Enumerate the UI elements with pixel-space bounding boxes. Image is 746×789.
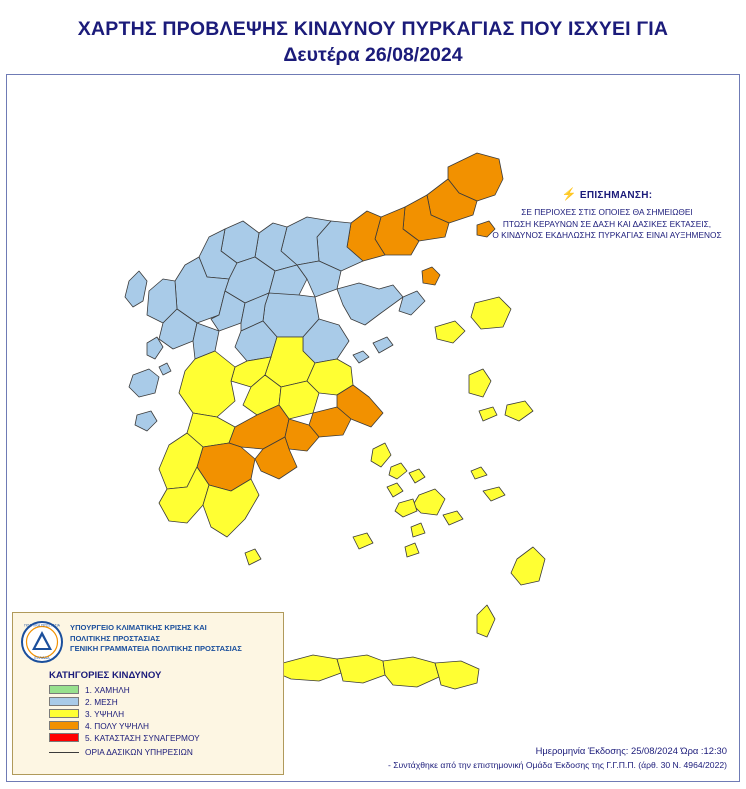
note-line-2: ΠΤΩΣΗ ΚΕΡΑΥΝΩΝ ΣΕ ΔΑΣΗ ΚΑΙ ΔΑΣΙΚΕΣ ΕΚΤΑΣΕΙΣ,	[502, 218, 712, 229]
region-mykonos	[409, 469, 425, 483]
legend-item-boundary	[49, 746, 283, 758]
note-block	[487, 187, 727, 242]
region-kythira	[245, 549, 261, 565]
region-tinos	[389, 463, 407, 479]
issue-datetime: Ημερομηνία Έκδοσης: 25/08/2024 Ώρα :12:30	[535, 745, 727, 756]
note-line-1: ΣΕ ΠΕΡΙΟΧΕΣ ΣΤΙΣ ΟΠΟΙΕΣ ΘΑ ΣΗΜΕΙΩΘΕΙ	[521, 207, 693, 217]
region-rodos	[511, 547, 545, 585]
svg-text:ΠΟΛΙΤΙΚΗ ΠΡΟΣΤΑΣΙΑ: ΠΟΛΙΤΙΚΗ ΠΡΟΣΤΑΣΙΑ	[24, 623, 60, 628]
legend-label-very-high: 4. ΠΟΛΥ ΥΨΗΛΗ	[85, 720, 149, 731]
legend-swatch-alert	[49, 733, 79, 742]
note-heading-row	[487, 187, 727, 201]
map-frame[interactable]	[6, 74, 740, 782]
region-lasithi	[435, 661, 479, 689]
region-rethymno	[337, 655, 385, 683]
region-athos	[399, 291, 425, 315]
region-zakynthos	[135, 411, 157, 431]
region-milos	[353, 533, 373, 549]
region-chania	[277, 655, 341, 681]
region-kerkyra	[125, 271, 147, 307]
region-syros	[387, 483, 403, 497]
note-line-3: Ο ΚΙΝΔΥΝΟΣ ΕΚΔΗΛΩΣΗΣ ΠΥΡΚΑΓΙΑΣ ΕΙΝΑΙ ΑΥΞΗΜΕΝΟΣ	[492, 230, 722, 240]
ministry-line-2: ΠΟΛΙΤΙΚΗΣ ΠΡΟΣΤΑΣΙΑΣ	[70, 633, 161, 643]
legend-item-very-high	[49, 720, 283, 731]
page-title	[0, 16, 746, 68]
region-amorgos	[443, 511, 463, 525]
region-skiathos	[353, 351, 369, 363]
legend-item-high	[49, 708, 283, 719]
note-heading: ΕΠΙΣΗΜΑΝΣΗ:	[579, 190, 653, 201]
region-lesvos	[471, 297, 511, 329]
region-aitoloakarnania	[179, 351, 235, 417]
region-samos	[505, 401, 533, 421]
legend-swatch-very-high	[49, 721, 79, 730]
legend-label-medium: 2. ΜΕΣΗ	[85, 696, 118, 707]
legend-title: ΚΑΤΗΓΟΡΙΕΣ ΚΙΝΔΥΝΟΥ	[49, 670, 162, 681]
region-ios	[411, 523, 425, 537]
region-santorini	[405, 543, 419, 557]
region-chios	[469, 369, 491, 397]
ministry-line-3: ΓΕΝΙΚΗ ΓΡΑΜΜΑΤΕΙΑ ΠΟΛΙΤΙΚΗΣ ΠΡΟΣΤΑΣΙΑΣ	[70, 644, 242, 653]
page-title-line1: ΧΑΡΤΗΣ ΠΡΟΒΛΕΨΗΣ ΚΙΝΔΥΝΟΥ ΠΥΡΚΑΓΙΑΣ ΠΟΥ ΙΣΧΥΕΙ ΓΙΑ	[77, 18, 669, 40]
region-ithaki	[159, 363, 171, 375]
legend-swatch-boundary	[49, 752, 79, 753]
legend-label-boundary: ΟΡΙΑ ΔΑΣΙΚΩΝ ΥΠΗΡΕΣΙΩΝ	[85, 747, 193, 757]
legend-box	[12, 612, 284, 775]
civil-protection-emblem-icon	[19, 620, 65, 664]
credits-block	[388, 743, 727, 773]
region-kos	[483, 487, 505, 501]
ministry-line-1: ΥΠΟΥΡΓΕΙΟ ΚΛΙΜΑΤΙΚΗΣ ΚΡΙΣΗΣ ΚΑΙ	[70, 623, 207, 632]
region-thasos	[422, 267, 440, 285]
region-paros	[395, 499, 417, 517]
legend-label-low: 1. ΧΑΜΗΛΗ	[85, 684, 130, 695]
region-andros	[371, 443, 391, 467]
legend-label-alert: 5. ΚΑΤΑΣΤΑΣΗ ΣΥΝΑΓΕΡΜΟΥ	[85, 732, 200, 743]
region-karpathos	[477, 605, 495, 637]
legend-item-low	[49, 684, 283, 695]
region-naxos	[413, 489, 445, 515]
lightning-bolt-icon: ⚡	[561, 187, 577, 201]
legend-item-alert	[49, 732, 283, 743]
region-ikaria	[479, 407, 497, 421]
region-limnos	[435, 321, 465, 343]
legend-item-medium	[49, 696, 283, 707]
region-chalkidiki	[337, 283, 403, 325]
legend-swatch-low	[49, 685, 79, 694]
region-kalymnos	[471, 467, 487, 479]
legend-header	[13, 613, 283, 664]
region-skopelos	[373, 337, 393, 353]
authoring-note: - Συντάχθηκε από την επιστημονική Ομάδα Έκδοσης της Γ.Γ.Π.Π. (άρθ. 30 Ν. 4964/2022)	[387, 760, 727, 770]
region-irakleio	[383, 657, 439, 687]
page-title-line2: Δευτέρα 26/08/2024	[283, 44, 463, 66]
legend-items	[49, 684, 283, 758]
legend-swatch-medium	[49, 697, 79, 706]
legend-swatch-high	[49, 709, 79, 718]
region-kefalonia	[129, 369, 159, 397]
svg-text:ΕΛΛΑΔΑ: ΕΛΛΑΔΑ	[34, 656, 50, 660]
ministry-name	[70, 620, 242, 655]
legend-label-high: 3. ΥΨΗΛΗ	[85, 708, 125, 719]
